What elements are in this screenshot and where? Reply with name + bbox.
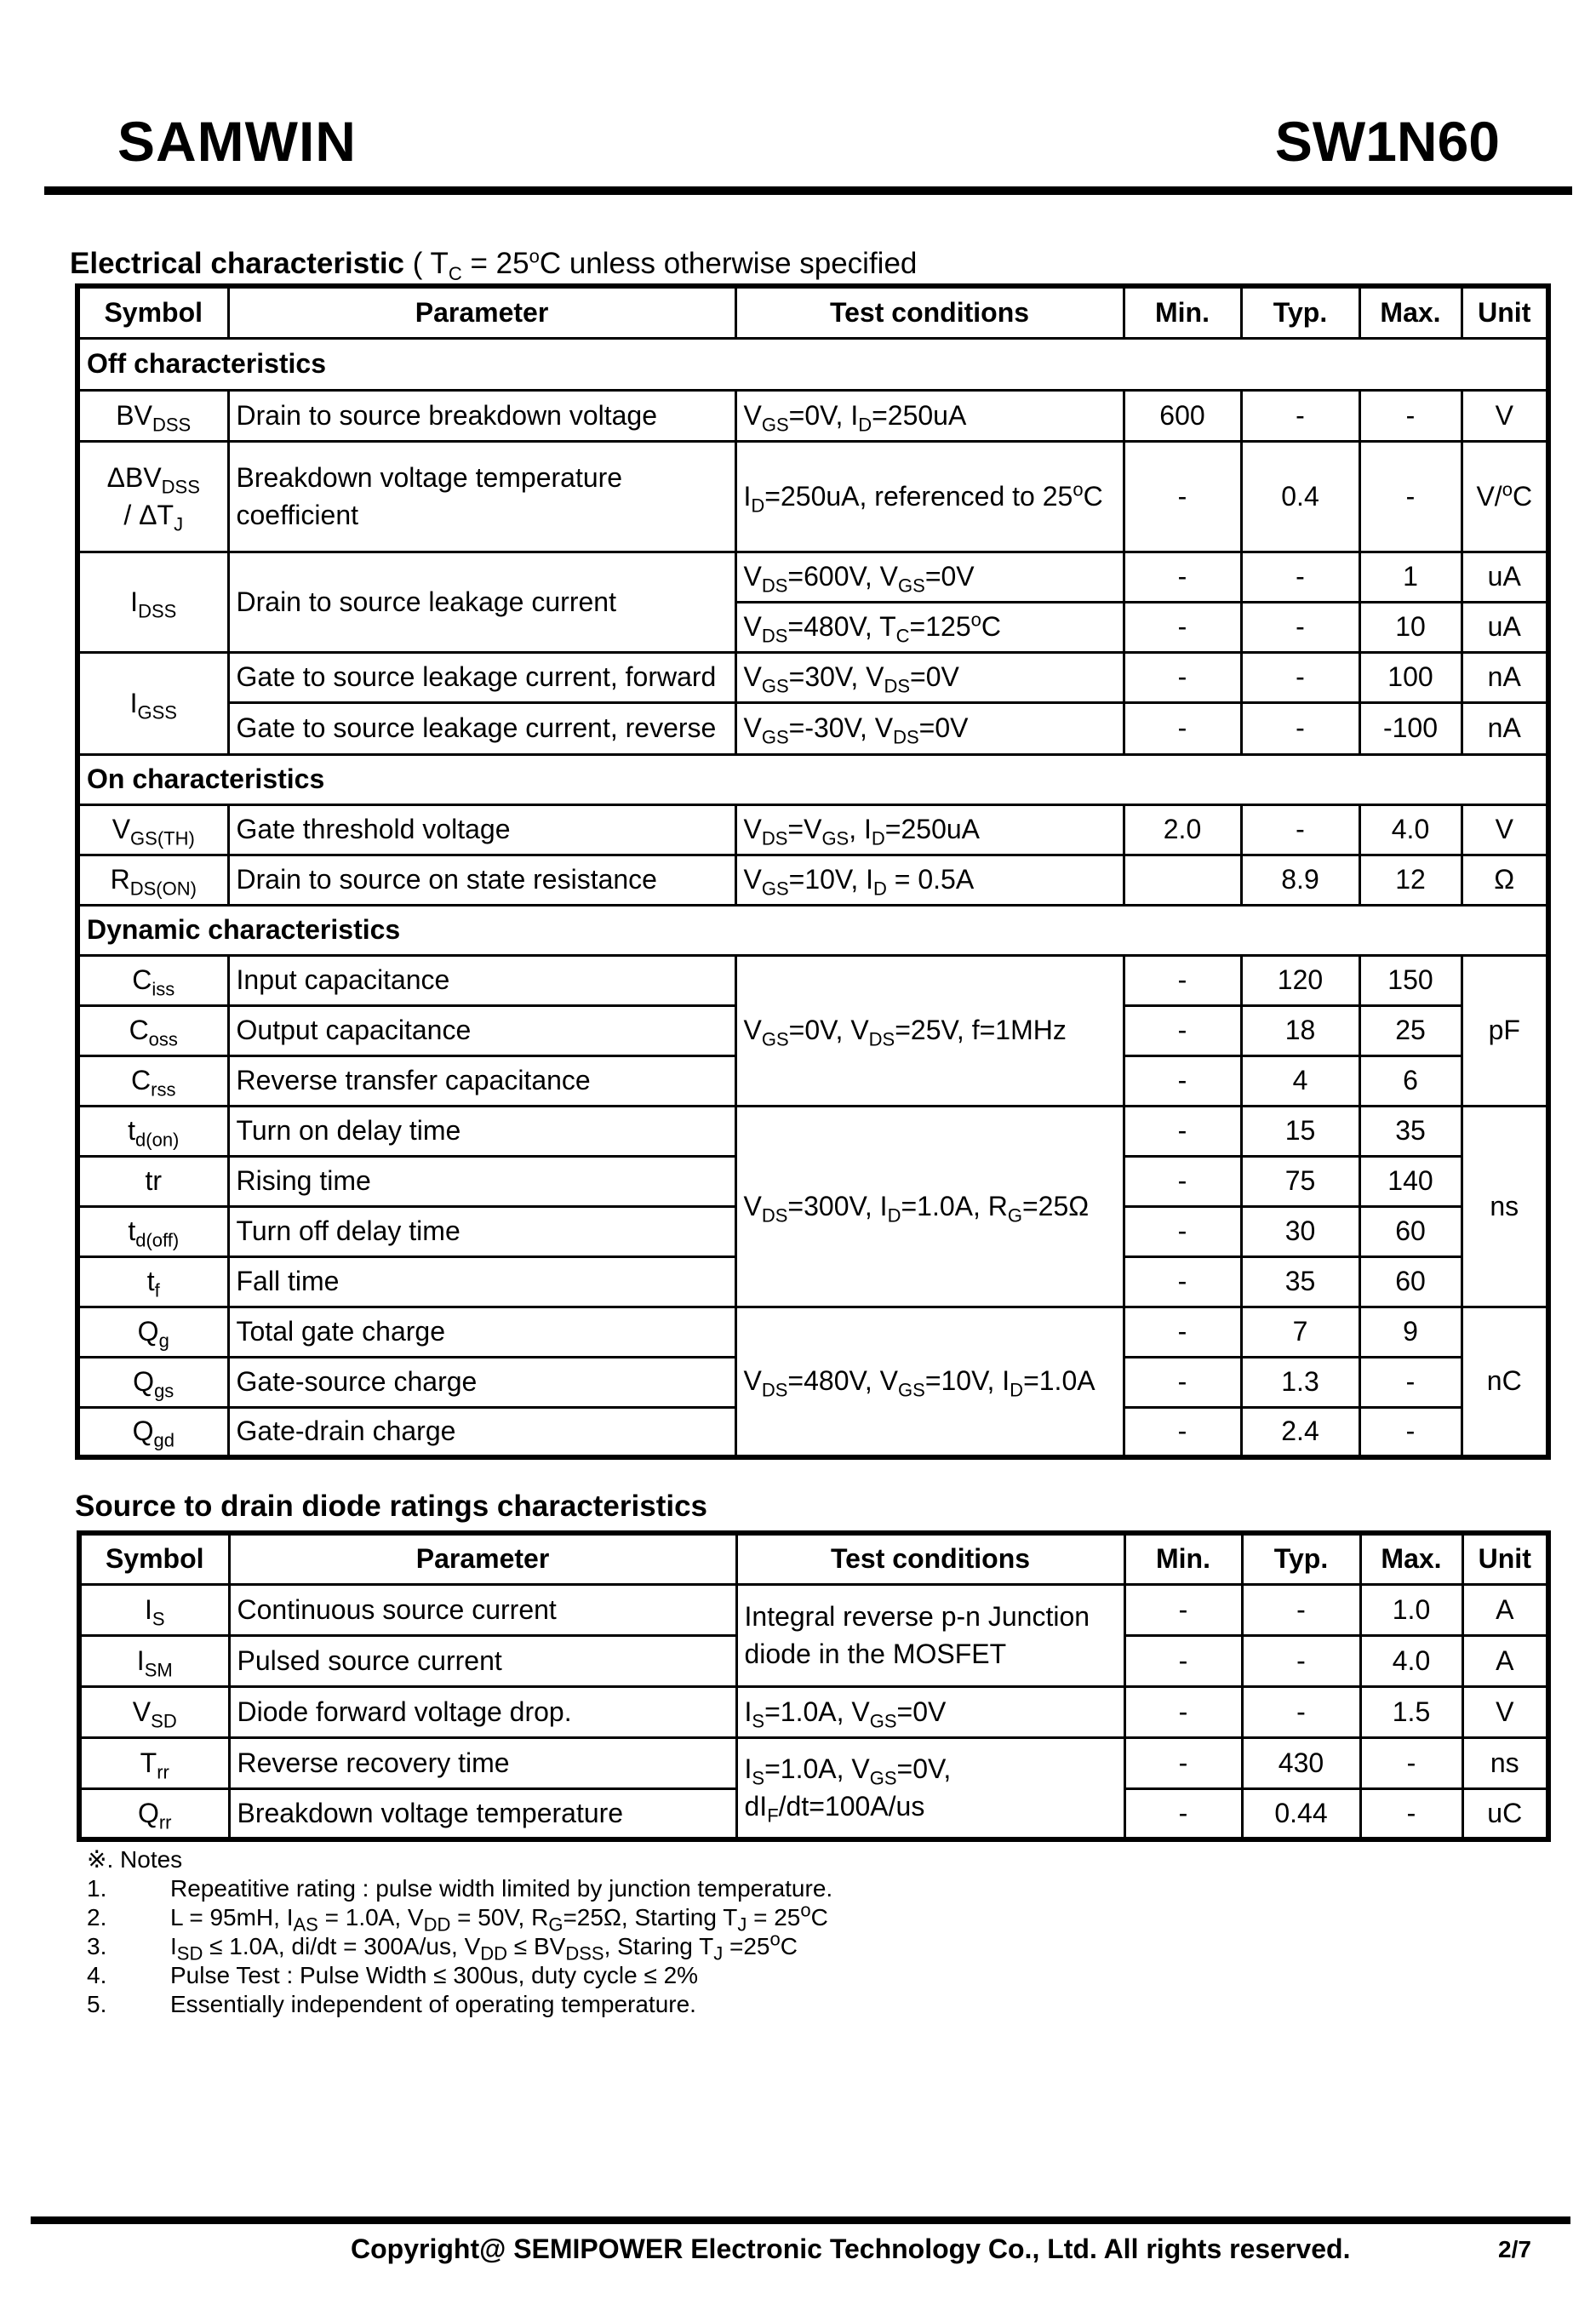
max-cell: 150	[1359, 955, 1462, 1005]
note-text: Repeatitive rating : pulse width limited by junction temperature.	[170, 1875, 833, 1902]
typ-cell: 1.3	[1241, 1357, 1359, 1407]
note-item	[87, 1928, 832, 1965]
max-cell: 4.0	[1360, 1635, 1462, 1686]
header-row	[77, 286, 1548, 338]
max-cell: 1	[1359, 552, 1462, 602]
typ-cell: 2.4	[1241, 1407, 1359, 1457]
cond-mid: = 25	[461, 247, 529, 280]
min-cell: -	[1124, 702, 1241, 754]
condition-cell: $V_{DS}=300V$, $I_D=1.0A$, $R_G=25\Omega$	[735, 1106, 1124, 1307]
cond-sup: o	[529, 245, 540, 267]
typ-cell: 0.44	[1242, 1788, 1360, 1839]
col-test-conditions: Test conditions	[735, 286, 1124, 338]
unit-cell: ns	[1462, 1737, 1548, 1788]
parameter-cell: Reverse recovery time	[229, 1737, 736, 1788]
unit-cell: pF	[1462, 955, 1548, 1106]
diode-table	[77, 1530, 1551, 1842]
symbol-cell: $t_f$	[77, 1256, 228, 1307]
typ-cell: -	[1241, 390, 1359, 441]
parameter-cell: Input capacitance	[228, 955, 735, 1005]
note-number: 5.	[87, 1991, 107, 2017]
unit-cell: nA	[1462, 652, 1548, 702]
max-cell: 35	[1359, 1106, 1462, 1156]
min-cell: -	[1124, 1788, 1242, 1839]
typ-cell: 75	[1241, 1156, 1359, 1206]
table-row	[77, 652, 1548, 702]
typ-cell: 4	[1241, 1055, 1359, 1106]
page-number: 2/7	[1498, 2236, 1531, 2262]
min-cell: -	[1124, 1584, 1242, 1635]
min-cell: -	[1124, 602, 1241, 652]
parameter-cell: Gate to source leakage current, reverse	[228, 702, 735, 754]
group-dynamic: Dynamic characteristics	[77, 905, 1548, 955]
max-cell: -	[1360, 1737, 1462, 1788]
min-cell: -	[1124, 1206, 1241, 1256]
unit-cell: uA	[1462, 552, 1548, 602]
group-row	[77, 754, 1548, 804]
parameter-cell: Output capacitance	[228, 1005, 735, 1055]
note-number: 2.	[87, 1904, 107, 1930]
max-cell: -	[1359, 441, 1462, 552]
typ-cell: 35	[1241, 1256, 1359, 1307]
note-item	[87, 1899, 832, 1936]
part-number: SW1N60	[1274, 110, 1500, 173]
symbol-cell: $V_{GS(TH)}$	[77, 804, 228, 855]
unit-cell: nC	[1462, 1307, 1548, 1457]
min-cell: -	[1124, 1357, 1241, 1407]
footer-divider	[31, 2216, 1570, 2224]
condition-cell: $V_{GS}=-30V$, $V_{DS}=0V$	[735, 702, 1124, 754]
col-parameter: Parameter	[229, 1533, 736, 1584]
condition-cell: $I_S=1.0A$, $V_{GS}=0V$	[736, 1686, 1124, 1737]
max-cell: 60	[1359, 1256, 1462, 1307]
condition-cell: $I_D=250uA$, referenced to 25$^o$C	[735, 441, 1124, 552]
condition-cell: $V_{GS}=0V$, $V_{DS}=25V$, f=1MHz	[735, 955, 1124, 1106]
parameter-cell: Fall time	[228, 1256, 735, 1307]
parameter-cell: Continuous source current	[229, 1584, 736, 1635]
diode-section-title	[75, 1490, 707, 1524]
unit-cell: A	[1462, 1635, 1548, 1686]
min-cell: -	[1124, 1635, 1242, 1686]
diode-title-text: Source to drain diode ratings characteristics	[75, 1490, 707, 1523]
col-typ: Typ.	[1242, 1533, 1360, 1584]
table-row	[77, 1307, 1548, 1357]
col-min: Min.	[1124, 1533, 1242, 1584]
parameter-cell: Gate threshold voltage	[228, 804, 735, 855]
col-unit: Unit	[1462, 286, 1548, 338]
parameter-cell: Breakdown voltage temperature	[229, 1788, 736, 1839]
max-cell: 100	[1359, 652, 1462, 702]
unit-cell: ns	[1462, 1106, 1548, 1307]
notes-list	[87, 1874, 832, 2019]
typ-cell: 7	[1241, 1307, 1359, 1357]
parameter-cell: Turn off delay time	[228, 1206, 735, 1256]
group-on: On characteristics	[77, 754, 1548, 804]
note-text: Essentially independent of operating temperature.	[170, 1991, 696, 2017]
cond-sub: C	[448, 263, 462, 284]
symbol-cell: $t_{d(on)}$	[77, 1106, 228, 1156]
max-cell: -	[1359, 1407, 1462, 1457]
min-cell: -	[1124, 441, 1241, 552]
max-cell: 60	[1359, 1206, 1462, 1256]
typ-cell: -	[1241, 652, 1359, 702]
min-cell: 600	[1124, 390, 1241, 441]
symbol-cell: $Q_g$	[77, 1307, 228, 1357]
symbol-cell: $Q_{gs}$	[77, 1357, 228, 1407]
col-min: Min.	[1124, 286, 1241, 338]
table-row	[77, 702, 1548, 754]
col-test-conditions: Test conditions	[736, 1533, 1124, 1584]
min-cell	[1124, 855, 1241, 905]
typ-cell: -	[1242, 1584, 1360, 1635]
parameter-cell: Total gate charge	[228, 1307, 735, 1357]
cond-prefix: ( T	[404, 247, 449, 280]
table-row	[77, 855, 1548, 905]
parameter-cell: Drain to source leakage current	[228, 552, 735, 652]
col-max: Max.	[1359, 286, 1462, 338]
max-cell: -	[1359, 1357, 1462, 1407]
max-cell: 9	[1359, 1307, 1462, 1357]
condition-cell: $V_{DS}=V_{GS}$, $I_D=250uA$	[735, 804, 1124, 855]
note-item	[87, 1961, 832, 1990]
symbol-cell: $\Delta BV_{DSS}$ / $\Delta T_J$	[77, 441, 228, 552]
table-row	[77, 955, 1548, 1005]
table-row	[77, 390, 1548, 441]
max-cell: 140	[1359, 1156, 1462, 1206]
parameter-cell: Breakdown voltage temperature coefficient	[228, 441, 735, 552]
min-cell: -	[1124, 1005, 1241, 1055]
min-cell: -	[1124, 1106, 1241, 1156]
min-cell: -	[1124, 1156, 1241, 1206]
electrical-section-title	[70, 245, 918, 284]
unit-cell: V	[1462, 390, 1548, 441]
note-item	[87, 1990, 832, 2019]
parameter-cell: Gate-source charge	[228, 1357, 735, 1407]
max-cell: 1.0	[1360, 1584, 1462, 1635]
symbol-cell: $C_{iss}$	[77, 955, 228, 1005]
condition-cell: $V_{GS}=30V$, $V_{DS}=0V$	[735, 652, 1124, 702]
typ-cell: -	[1242, 1686, 1360, 1737]
electrical-title-text: Electrical characteristic	[70, 247, 405, 280]
unit-cell: uA	[1462, 602, 1548, 652]
max-cell: -100	[1359, 702, 1462, 754]
typ-cell: -	[1242, 1635, 1360, 1686]
condition-cell: Integral reverse p-n Junction diode in the MOSFET	[736, 1584, 1124, 1686]
min-cell: -	[1124, 1055, 1241, 1106]
col-symbol: Symbol	[77, 286, 228, 338]
max-cell: 12	[1359, 855, 1462, 905]
note-text: L = 95mH, $I_{AS} = 1.0A$, $V_{DD} = 50V$, $R_G=25\Omega$, Starting $T_J = 25^oC$	[170, 1899, 828, 1936]
table-row	[77, 804, 1548, 855]
condition-cell: $V_{DS}=600V$, $V_{GS}=0V$	[735, 552, 1124, 602]
symbol-cell: tr	[77, 1156, 228, 1206]
max-cell: -	[1360, 1788, 1462, 1839]
parameter-cell: Diode forward voltage drop.	[229, 1686, 736, 1737]
note-number: 3.	[87, 1933, 107, 1959]
col-typ: Typ.	[1241, 286, 1359, 338]
col-parameter: Parameter	[228, 286, 735, 338]
cond-suffix: C unless otherwise specified	[539, 247, 918, 280]
symbol-cell: $Q_{rr}$	[79, 1788, 229, 1839]
min-cell: -	[1124, 552, 1241, 602]
group-row	[77, 338, 1548, 390]
table-row	[77, 441, 1548, 552]
typ-cell: -	[1241, 702, 1359, 754]
col-symbol: Symbol	[79, 1533, 229, 1584]
group-off: Off characteristics	[77, 338, 1548, 390]
col-unit: Unit	[1462, 1533, 1548, 1584]
table-row	[79, 1737, 1548, 1788]
table-row	[77, 552, 1548, 602]
min-cell: 2.0	[1124, 804, 1241, 855]
min-cell: -	[1124, 1686, 1242, 1737]
symbol-cell: $I_{GSS}$	[77, 652, 228, 754]
symbol-cell: $t_{d(off)}$	[77, 1206, 228, 1256]
max-cell: -	[1359, 390, 1462, 441]
condition-cell: $I_S=1.0A$, $V_{GS}=0V$, $dI_F/dt=100A/us$	[736, 1737, 1124, 1839]
col-max: Max.	[1360, 1533, 1462, 1584]
typ-cell: 8.9	[1241, 855, 1359, 905]
copyright: Copyright@ SEMIPOWER Electronic Technology Co., Ltd. All rights reserved.	[351, 2234, 1351, 2264]
header-divider	[44, 186, 1572, 195]
table-row	[77, 1106, 1548, 1156]
typ-cell: -	[1241, 552, 1359, 602]
symbol-cell: $C_{rss}$	[77, 1055, 228, 1106]
max-cell: 6	[1359, 1055, 1462, 1106]
symbol-cell: $Q_{gd}$	[77, 1407, 228, 1457]
header-row	[79, 1533, 1548, 1584]
parameter-cell: Pulsed source current	[229, 1635, 736, 1686]
condition-cell: $V_{GS}=0V$, $I_D=250uA$	[735, 390, 1124, 441]
condition-cell: $V_{GS}=10V$, $I_D = 0.5A$	[735, 855, 1124, 905]
symbol-cell: $I_{SM}$	[79, 1635, 229, 1686]
typ-cell: 0.4	[1241, 441, 1359, 552]
typ-cell: 430	[1242, 1737, 1360, 1788]
group-row	[77, 905, 1548, 955]
parameter-cell: Gate to source leakage current, forward	[228, 652, 735, 702]
condition-cell: $V_{DS}=480V$, $T_C=125^oC$	[735, 602, 1124, 652]
parameter-cell: Reverse transfer capacitance	[228, 1055, 735, 1106]
note-text: Pulse Test : Pulse Width ≤ 300us, duty cycle ≤ 2%	[170, 1962, 699, 1988]
min-cell: -	[1124, 1407, 1241, 1457]
min-cell: -	[1124, 955, 1241, 1005]
note-item	[87, 1874, 832, 1903]
typ-cell: 30	[1241, 1206, 1359, 1256]
table-row	[79, 1686, 1548, 1737]
condition-cell: $V_{DS}=480V$, $V_{GS}=10V$, $I_D=1.0A$	[735, 1307, 1124, 1457]
symbol-cell: $I_{DSS}$	[77, 552, 228, 652]
min-cell: -	[1124, 1307, 1241, 1357]
symbol-cell: $R_{DS(ON)}$	[77, 855, 228, 905]
unit-cell: A	[1462, 1584, 1548, 1635]
max-cell: 10	[1359, 602, 1462, 652]
unit-cell: V	[1462, 1686, 1548, 1737]
symbol-cell: $V_{SD}$	[79, 1686, 229, 1737]
unit-cell: V	[1462, 804, 1548, 855]
brand-logo: SAMWIN	[117, 110, 357, 173]
note-text: $I_{SD} \le 1.0A$, di/dt = 300A/us, $V_{DD} \le BV_{DSS}$, Staring $T_J =25^oC$	[170, 1928, 798, 1965]
max-cell: 1.5	[1360, 1686, 1462, 1737]
parameter-cell: Rising time	[228, 1156, 735, 1206]
typ-cell: -	[1241, 804, 1359, 855]
note-number: 1.	[87, 1875, 107, 1902]
typ-cell: 15	[1241, 1106, 1359, 1156]
unit-cell: uC	[1462, 1788, 1548, 1839]
unit-cell: V/$^o$C	[1462, 441, 1548, 552]
unit-cell: nA	[1462, 702, 1548, 754]
table-row	[79, 1584, 1548, 1635]
symbol-cell: $C_{oss}$	[77, 1005, 228, 1055]
max-cell: 25	[1359, 1005, 1462, 1055]
symbol-cell: $BV_{DSS}$	[77, 390, 228, 441]
min-cell: -	[1124, 652, 1241, 702]
typ-cell: -	[1241, 602, 1359, 652]
notes	[87, 1845, 832, 2019]
symbol-cell: $I_S$	[79, 1584, 229, 1635]
parameter-cell: Turn on delay time	[228, 1106, 735, 1156]
symbol-cell: $T_{rr}$	[79, 1737, 229, 1788]
parameter-cell: Drain to source breakdown voltage	[228, 390, 735, 441]
min-cell: -	[1124, 1737, 1242, 1788]
typ-cell: 120	[1241, 955, 1359, 1005]
min-cell: -	[1124, 1256, 1241, 1307]
parameter-cell: Drain to source on state resistance	[228, 855, 735, 905]
parameter-cell: Gate-drain charge	[228, 1407, 735, 1457]
typ-cell: 18	[1241, 1005, 1359, 1055]
max-cell: 4.0	[1359, 804, 1462, 855]
electrical-table	[75, 283, 1551, 1460]
note-number: 4.	[87, 1962, 107, 1988]
notes-title: ※. Notes	[87, 1846, 183, 1873]
unit-cell: Ω	[1462, 855, 1548, 905]
